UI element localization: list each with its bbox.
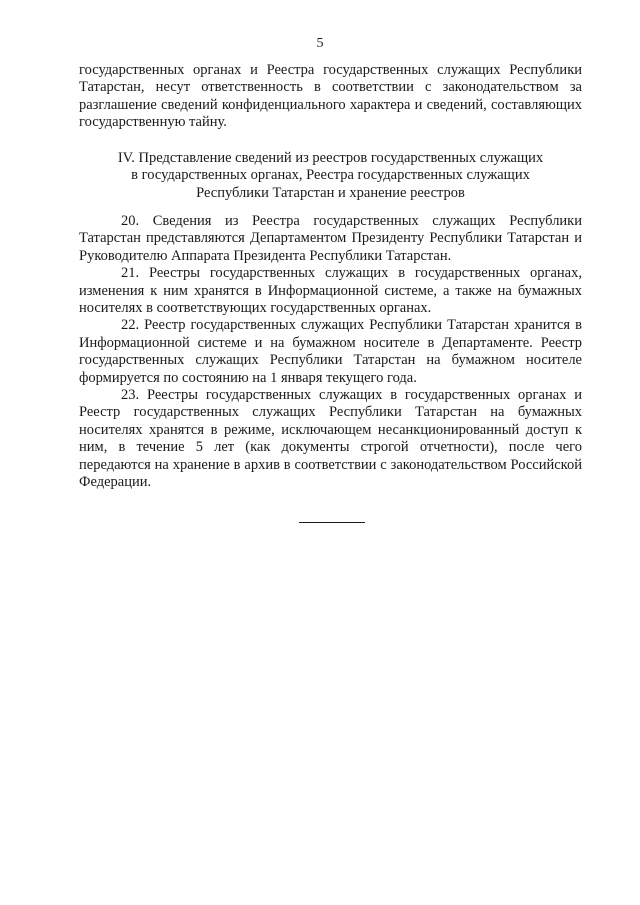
section-heading-line-2: в государственных органах, Реестра государственных служащих <box>131 167 530 184</box>
intro-paragraph <box>79 62 582 132</box>
paragraph-20: 20. Сведения из Реестра государственных служащих Республики Татарстан представляются Департаментом Президенту Республики Татарстан и Руководителю Аппарата Президента Республики Татарстан. <box>79 213 582 264</box>
section-heading <box>79 150 582 202</box>
paragraph-22: 22. Реестр государственных служащих Республики Татарстан хранится в Информационной системе и на бумажном носителе в Департаменте. Реестр государственных служащих Республики Татарстан на бумажном носителе формируется по состоянию на 1 января текущего года. <box>79 317 582 386</box>
intro-text: государственных органах и Реестра государственных служащих Республики Татарстан, несут ответственность в соответствии с законодательством за разглашение сведений конфиденциального характера и сведений, составляющих государственную тайну. <box>79 62 582 131</box>
section-heading-line-3: Республики Татарстан и хранение реестров <box>196 184 465 201</box>
section-heading-line-1: IV. Представление сведений из реестров государственных служащих <box>117 150 544 166</box>
page-number: 5 <box>316 36 324 51</box>
end-divider-line <box>299 522 365 523</box>
paragraph-21: 21. Реестры государственных служащих в государственных органах, изменения к ним хранятся в Информационной системе, а также на бумажных носителях в соответствующих государственных органах. <box>79 265 582 317</box>
paragraph-23: 23. Реестры государственных служащих в государственных органах и Реестр государственных служащих Республики Татарстан на бумажных носителях хранятся в режиме, исключающем несанкционированный доступ к ним, в течение 5 лет (как документы строгой отчетности), после чего передаются на хранение в архив в соответствии с законодательством Российской Федерации. <box>79 387 582 491</box>
section-body <box>79 213 582 492</box>
